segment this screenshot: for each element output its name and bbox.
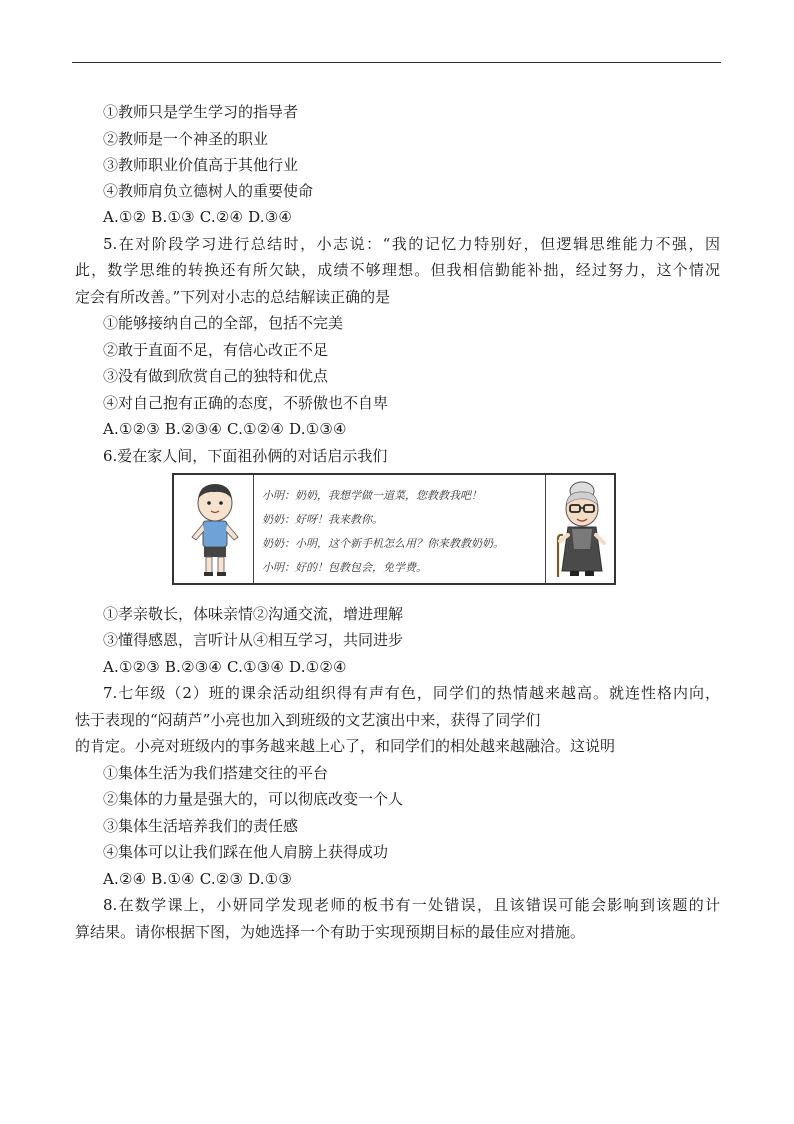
q7-option-2: ②集体的力量是强大的，可以彻底改变一个人 xyxy=(103,790,404,808)
q5-option-4: ④对自己抱有正确的态度，不骄傲也不自卑 xyxy=(103,394,389,412)
q5-option-1: ①能够接纳自己的全部，包括不完美 xyxy=(103,314,344,332)
dialogue-divider-right xyxy=(545,475,546,583)
q7-stem-line-3: 的肯定。小亮对班级内的事务越来越上心了，和同学们的相处越来越融洽。这说明 xyxy=(75,737,616,755)
q5-stem-line-3: 定会有所改善。”下列对小志的总结解读正确的是 xyxy=(75,288,391,306)
dialogue-line-4: 小明：好的！包教包会，免学费。 xyxy=(262,561,427,574)
q5-option-3: ③没有做到欣赏自己的独特和优点 xyxy=(103,367,329,385)
q5-stem-line-2: 此，数学思维的转换还有所欠缺，成绩不够理想。但我相信勤能补拙，经过努力，这个情况 xyxy=(75,261,720,279)
header-rule xyxy=(72,62,721,63)
q5-stem-line-1: 5.在对阶段学习进行总结时，小志说：“我的记忆力特别好，但逻辑思维能力不强，因 xyxy=(103,235,720,253)
grandmother-figure xyxy=(550,479,614,581)
q5-option-2: ②敢于直面不足，有信心改正不足 xyxy=(103,341,329,359)
dialogue-divider-left xyxy=(253,475,254,583)
q5-answer-choices: A.①②③ B.②③④ C.①②④ D.①③④ xyxy=(103,420,347,438)
q7-stem-line-1: 7.七年级（2）班的课余活动组织得有声有色，同学们的热情越来越高。就连性格内向， xyxy=(103,684,720,702)
q7-answer-choices: A.②④ B.①④ C.②③ D.①③ xyxy=(103,870,293,888)
q7-option-3: ③集体生活培养我们的责任感 xyxy=(103,817,299,835)
q6-options-line-2: ③懂得感恩，言听计从④相互学习，共同进步 xyxy=(103,631,404,649)
q6-options-line-1: ①孝亲敬长，体味亲情②沟通交流，增进理解 xyxy=(103,605,404,623)
q4-option-2: ②教师是一个神圣的职业 xyxy=(103,130,269,148)
q7-stem-line-2: 怯于表现的“闷葫芦”小亮也加入到班级的文艺演出中来，获得了同学们 xyxy=(75,711,541,729)
q4-option-1: ①教师只是学生学习的指导者 xyxy=(103,103,299,121)
q6-dialogue-figure xyxy=(172,473,616,585)
q8-stem-line-1: 8.在数学课上，小妍同学发现老师的板书有一处错误，且该错误可能会影响到该题的计 xyxy=(103,896,720,914)
dialogue-line-2: 奶奶：好呀！我来教你。 xyxy=(262,513,383,526)
q6-stem: 6.爱在家人间，下面祖孙俩的对话启示我们 xyxy=(103,447,388,465)
dialogue-line-3: 奶奶：小明，这个新手机怎么用？你来教教奶奶。 xyxy=(262,537,504,550)
q8-stem-line-2: 算结果。请你根据下图，为她选择一个有助于实现预期目标的最佳应对措施。 xyxy=(75,923,586,941)
q4-answer-choices: A.①② B.①③ C.②④ D.③④ xyxy=(103,208,293,226)
dialogue-line-1: 小明：奶奶，我想学做一道菜，您教教我吧！ xyxy=(262,489,482,502)
q6-answer-choices: A.①②③ B.②③④ C.①③④ D.①②④ xyxy=(103,658,347,676)
q4-option-3: ③教师职业价值高于其他行业 xyxy=(103,156,299,174)
q7-option-1: ①集体生活为我们搭建交往的平台 xyxy=(103,764,329,782)
q4-option-4: ④教师肩负立德树人的重要使命 xyxy=(103,182,314,200)
q7-option-4: ④集体可以让我们踩在他人肩膀上获得成功 xyxy=(103,843,389,861)
boy-figure xyxy=(182,481,248,579)
